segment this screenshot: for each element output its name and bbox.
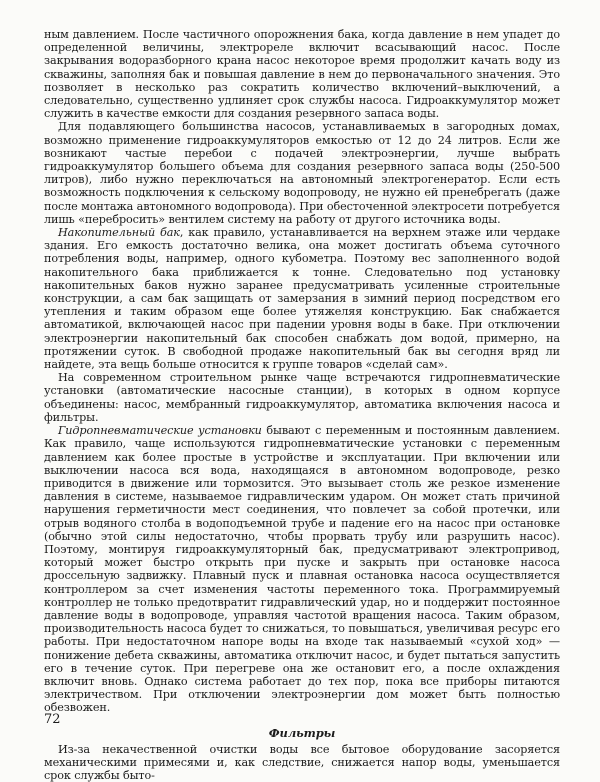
paragraph-hydropneumatic bbox=[44, 424, 560, 714]
paragraph-hydroaccumulator-volume: Для подавляющего большинства насосов, устанавливаемых в загородных домах, возможно применение гидроаккумуляторов емкостью от 12 до 24 литров. Если же возникают частые перебои с подачей электроэнергии, лучше выбрать гидроаккумулятор большего объема для создания резервного запаса воды (250-500 литров), либо нужно переключаться на автономный электрогенератор. Если есть возможность подключения к сельскому водопроводу, не нужно ей пренебрегать (даже после монтажа автономного водопровода). При обесточенной электросети потребуется лишь «перебросить» вентилем систему на работу от другого источника воды. bbox=[44, 120, 560, 226]
term-storage-tank: Накопительный бак bbox=[58, 226, 180, 240]
page-number: 72 bbox=[44, 712, 61, 727]
term-hydropneumatic: Гидропневматические установки bbox=[58, 424, 262, 438]
paragraph-hydropneumatic-text: бывают с переменным и постоянным давлением. Как правило, чаще используются гидропневматические установки с переменным давлением как более простые в устройстве и эксплуатации. При включении или выключении насоса вся вода, находящаяся в автономном водопроводе, резко приводится в движение или тормозится. Это вызывает столь же резкое изменение давления в системе, называемое гидравлическим ударом. Он может стать причиной нарушения герметичности мест соединения, что повлечет за собой протечки, или отрыв водяного столба в водоподъемной трубе и падение его на насос при остановке (обычно этой силы недостаточно, чтобы прорвать трубу или разрушить насос). Поэтому, монтируя гидроаккумуляторный бак, предусматривают электропривод, который может быстро открыть при пуске и закрыть при остановке насоса дроссельную задвижку. Плавный пуск и плавная остановка насоса осуществляется контроллером за счет изменения частоты переменного тока. Программируемый контроллер не только предотвратит гидравлический удар, но и поддержит постоянное давление воды в водопроводе, управляя частотой вращения насоса. Таким образом, производительность насоса будет то снижаться, то повышаться, увеличивая ресурс его работы. При недостаточном напоре воды на входе так называемый «сухой ход» — понижение дебета скважины, автоматика отключит насос, и будет пытаться запустить его в течение суток. При перегреве она же остановит его, а после охлаждения включит вновь. Однако система работает до тех пор, пока все приборы питаются электричеством. При отключении электроэнергии дом может быть полностью обезвожен. bbox=[44, 424, 560, 715]
paragraph-continuation: ным давлением. После частичного опорожнения бака, когда давление в нем упадет до определенной величины, электрореле включит всасывающий насос. После закрывания водоразборного крана насос некоторое время продолжит качать воду из скважины, заполняя бак и повышая давление в нем до первоначального значения. Это позволяет в несколько раз сократить количество включений–выключений, а следовательно, существенно удлиняет срок службы насоса. Гидроаккумулятор может служить в качестве емкости для создания резервного запаса воды. bbox=[44, 28, 560, 121]
paragraph-filters: Из-за некачественной очистки воды все бытовое оборудование засоряется механическими примесями и, как следствие, снижается напор воды, уменьшается срок службы быто- bbox=[44, 742, 560, 782]
body-text bbox=[44, 28, 560, 782]
paragraph-pump-stations: На современном строительном рынке чаще встречаются гидропневматические установки (автоматические насосные станции), в которых в одном корпусе объединены: насос, мембранный гидроаккумулятор, автоматика включения насоса и фильтры. bbox=[44, 371, 560, 424]
paragraph-storage-tank-text: , как правило, устанавливается на верхнем этаже или чердаке здания. Его емкость достаточно велика, она может достигать объема суточного потребления воды, например, одного кубометра. Поэтому вес заполненного водой накопительного бака приближается к тонне. Следовательно под установку накопительных баков нужно заранее предусматривать усиленные строительные конструкции, а сам бак защищать от замерзания в зимний период посредством его утепления и таким образом еще более утяжеляя конструкцию. Бак снабжается автоматикой, включающей насос при падении уровня воды в баке. При отключении электроэнергии накопительный бак способен снабжать дом водой, примерно, на протяжении суток. В свободной продаже накопительный бак вы сегодня вряд ли найдете, эта вещь больше относится к группе товаров «сделай сам». bbox=[44, 226, 561, 372]
section-heading-filters: Фильтры bbox=[268, 725, 336, 740]
paragraph-storage-tank bbox=[44, 226, 560, 371]
